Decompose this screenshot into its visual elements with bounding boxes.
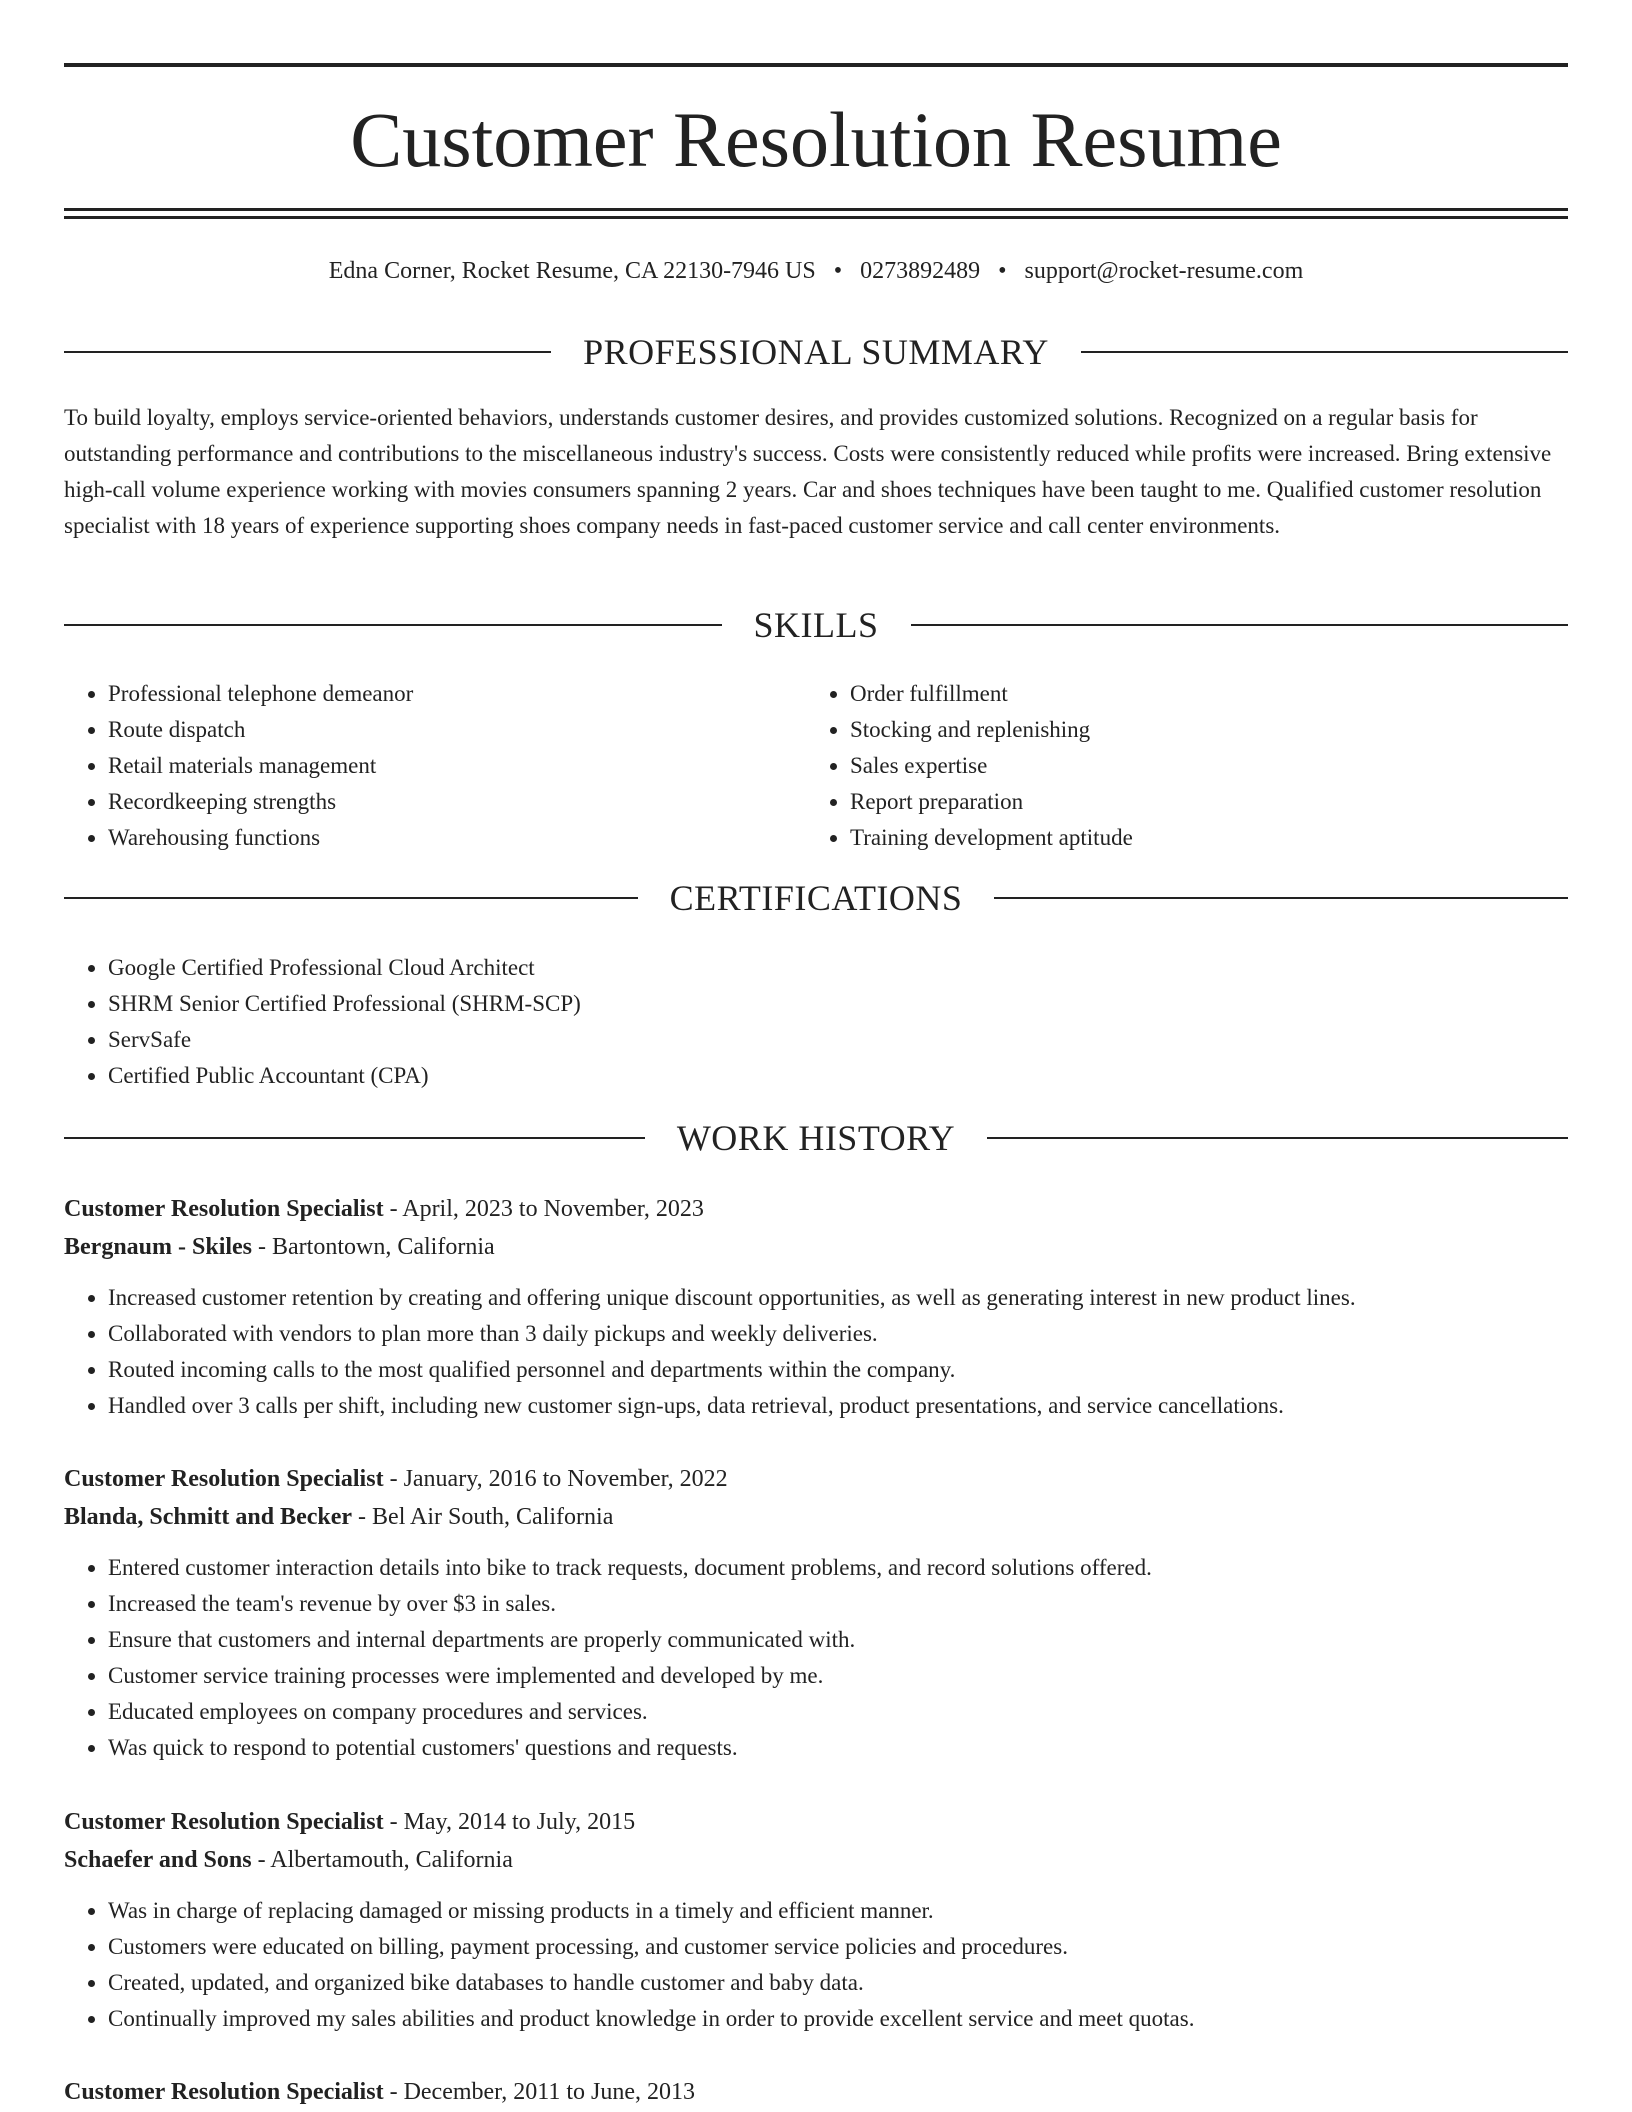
section-title: WORK HISTORY [676, 1118, 956, 1158]
job-location: Bel Air South, California [372, 1504, 614, 1530]
certification-item: • Certified Public Accountant (CPA) [108, 1058, 1568, 1094]
section-heading-summary [64, 330, 1568, 374]
job-title-line: Customer Resolution Specialist - May, 2014 to July, 2015 [64, 1809, 636, 1835]
job-dates: May, 2014 to July, 2015 [403, 1809, 636, 1835]
certification-item: • Google Certified Professional Cloud Architect [108, 950, 1568, 986]
contact-line [64, 256, 1568, 286]
job-location: Bartontown, California [272, 1234, 495, 1260]
summary-text: To build loyalty, employs service-oriented behaviors, understands customer desires, and provides customized solutions. Recognized on a regular basis for outstanding performance and contributions to the miscellaneous industry's success. Costs were consistently reduced while profits were increased. Bring extensive high-call volume experience working with movies consumers spanning 2 years. Car and shoes techniques have been taught to me. Qualified customer resolution specialist with 18 years of experience supporting shoes company needs in fast-paced customer service and call center environments. [64, 405, 1552, 538]
skill-item: • Stocking and replenishing [850, 712, 1548, 748]
section-title: PROFESSIONAL SUMMARY [583, 332, 1049, 372]
skill-item: • Recordkeeping strengths [108, 784, 806, 820]
title-rule-upper [64, 208, 1568, 211]
job-title: Customer Resolution Specialist [64, 1196, 384, 1222]
skill-item: • Route dispatch [108, 712, 806, 748]
skill-item: • Order fulfillment [850, 676, 1548, 712]
heading-rule-left [64, 624, 722, 626]
job-location: Albertamouth, California [270, 1847, 513, 1873]
heading-rule-left [64, 351, 551, 353]
job-bullet: • Created, updated, and organized bike databases to handle customer and baby data. [108, 1965, 1568, 2001]
job-title-line: Customer Resolution Specialist - January, 2016 to November, 2022 [64, 1466, 728, 1492]
job-title: Customer Resolution Specialist [64, 1466, 384, 1492]
skill-item: • Warehousing functions [108, 820, 806, 856]
contact-separator: • [833, 258, 843, 284]
certification-item: • ServSafe [108, 1022, 1568, 1058]
job-dates: January, 2016 to November, 2022 [403, 1466, 728, 1492]
skill-item: • Professional telephone demeanor [108, 676, 806, 712]
contact-address: Edna Corner, Rocket Resume, CA 22130-7946 US [328, 258, 816, 284]
section-title: CERTIFICATIONS [669, 878, 963, 918]
job-bullet: • Was in charge of replacing damaged or missing products in a timely and efficient manner. [108, 1893, 1568, 1929]
section-title: SKILLS [753, 605, 879, 645]
job-company: Schaefer and Sons [64, 1847, 252, 1873]
job-dates: December, 2011 to June, 2013 [403, 2079, 695, 2105]
job-bullet: • Routed incoming calls to the most qualified personnel and departments within the company. [108, 1352, 1568, 1388]
skill-item: • Sales expertise [850, 748, 1548, 784]
job-bullet: • Increased the team's revenue by over $3 in sales. [108, 1586, 1568, 1622]
job-company: Bergnaum - Skiles [64, 1234, 253, 1260]
job-title-line: Customer Resolution Specialist - April, 2023 to November, 2023 [64, 1196, 704, 1222]
job-bullet: • Educated employees on company procedures and services. [108, 1694, 1568, 1730]
job-company-line: Bergnaum - Skiles - Bartontown, California [64, 1234, 495, 1260]
section-heading-work-history [64, 1116, 1568, 1160]
skill-item: • Training development aptitude [850, 820, 1548, 856]
job-company-line: Schaefer and Sons - Albertamouth, California [64, 1847, 513, 1873]
title-rule-lower [64, 216, 1568, 219]
job-dates: April, 2023 to November, 2023 [402, 1196, 704, 1222]
job-title-line: Customer Resolution Specialist - December, 2011 to June, 2013 [64, 2079, 695, 2105]
section-heading-certifications [64, 876, 1568, 920]
job-bullet: • Increased customer retention by creating and offering unique discount opportunities, as well as generating interest in new product lines. [108, 1280, 1568, 1316]
job-entry [64, 1460, 1568, 1766]
heading-rule-right [987, 1137, 1568, 1139]
skills-column-left [64, 676, 806, 856]
certification-item: • SHRM Senior Certified Professional (SHRM-SCP) [108, 986, 1568, 1022]
job-title: Customer Resolution Specialist [64, 1809, 384, 1835]
contact-separator: • [998, 258, 1007, 284]
job-entry [64, 1803, 1568, 2037]
section-heading-skills [64, 603, 1568, 647]
contact-phone: 0273892489 [860, 258, 981, 284]
skill-item: • Report preparation [850, 784, 1548, 820]
job-bullet: • Collaborated with vendors to plan more than 3 daily pickups and weekly deliveries. [108, 1316, 1568, 1352]
resume-title: Customer Resolution Resume [350, 96, 1282, 183]
skill-item: • Retail materials management [108, 748, 806, 784]
job-company: Blanda, Schmitt and Becker [64, 1504, 353, 1530]
job-bullet: • Customers were educated on billing, payment processing, and customer service policies and procedures. [108, 1929, 1568, 1965]
job-entry [64, 1190, 1568, 1424]
job-title: Customer Resolution Specialist [64, 2079, 384, 2105]
heading-rule-left [64, 1137, 645, 1139]
heading-rule-right [1081, 351, 1568, 353]
certifications-list [64, 950, 1568, 1094]
heading-rule-right [994, 897, 1568, 899]
skills-column-right [806, 676, 1548, 856]
job-company-line: Blanda, Schmitt and Becker - Bel Air South, California [64, 1504, 614, 1530]
top-rule [64, 63, 1568, 67]
heading-rule-right [911, 624, 1569, 626]
job-bullet: • Ensure that customers and internal departments are properly communicated with. [108, 1622, 1568, 1658]
job-bullet: • Customer service training processes were implemented and developed by me. [108, 1658, 1568, 1694]
job-bullet: • Entered customer interaction details into bike to track requests, document problems, and record solutions offered. [108, 1550, 1568, 1586]
job-bullet: • Continually improved my sales abilities and product knowledge in order to provide excellent service and meet quotas. [108, 2001, 1568, 2037]
job-bullet: • Was quick to respond to potential customers' questions and requests. [108, 1730, 1568, 1766]
job-bullet: • Handled over 3 calls per shift, including new customer sign-ups, data retrieval, product presentations, and service cancellations. [108, 1388, 1568, 1424]
heading-rule-left [64, 897, 638, 899]
skills-list [64, 676, 1568, 856]
contact-email[interactable]: support@rocket-resume.com [1024, 258, 1304, 284]
job-entry [64, 2073, 1568, 2111]
